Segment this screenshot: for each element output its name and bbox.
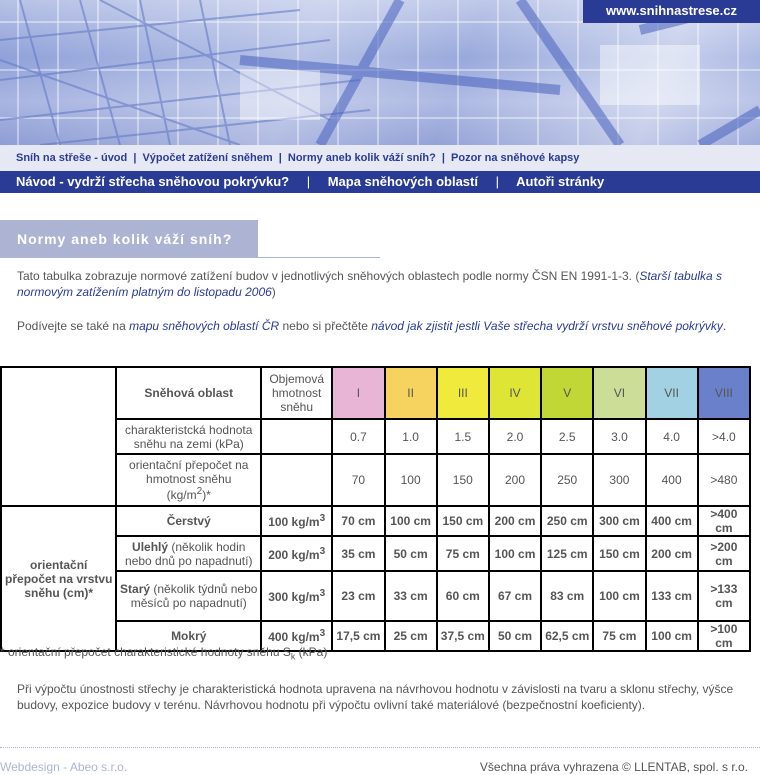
char-value-cell: 4.0: [646, 419, 698, 454]
nav-separator: |: [133, 152, 137, 164]
depth-cell: 100 cm: [646, 621, 698, 651]
density-value: 100 kg/m: [268, 515, 320, 529]
depth-cell: 100 cm: [385, 506, 437, 536]
topnav-link-norms[interactable]: Normy aneb kolik váží sníh?: [287, 152, 436, 164]
depth-cell: 75 cm: [437, 536, 489, 571]
mainnav-link-authors[interactable]: Autoři stránky: [516, 174, 605, 189]
table-footnote: [0, 645, 327, 661]
webdesign-credit-link[interactable]: Webdesign - Abeo s.r.o.: [0, 760, 128, 774]
page-title: Normy aneb kolik váží sníh?: [0, 220, 258, 258]
footnote-text: * orientační přepočet charakteristické hodnoty sněhu S: [0, 645, 291, 659]
footnote-text-end: (kPa): [295, 645, 328, 659]
snow-type-note: (několik týdnů nebo měsíců po napadnutí): [130, 582, 258, 610]
depth-cell: 200 cm: [489, 506, 541, 536]
depth-cell: 35 cm: [332, 536, 384, 571]
snow-type-cell: [116, 536, 261, 571]
depth-cell: 33 cm: [385, 571, 437, 621]
char-value-label: charakteristcká hodnota sněhu na zemi (kPa): [116, 419, 261, 454]
depth-cell: 125 cm: [541, 536, 593, 571]
mass-value-cell: >480: [698, 454, 750, 506]
depth-cell: 133 cm: [646, 571, 698, 621]
mainnav-link-map[interactable]: Mapa sněhových oblastí: [327, 174, 478, 189]
depth-cell: 37,5 cm: [437, 621, 489, 651]
zone-header-IV: IV: [489, 367, 541, 419]
mass-value-cell: 70: [332, 454, 384, 506]
depth-cell: 25 cm: [385, 621, 437, 651]
nav-separator: |: [278, 152, 282, 164]
zone-header-label: Sněhová oblast: [116, 367, 261, 419]
depth-cell: 250 cm: [541, 506, 593, 536]
depth-cell: 60 cm: [437, 571, 489, 621]
main-nav: [0, 171, 760, 193]
empty-cell: [261, 419, 332, 454]
char-value-cell: 2.5: [541, 419, 593, 454]
snow-type-name: Ulehlý: [132, 539, 169, 554]
density-header-label: Objemová hmotnost sněhu: [261, 367, 332, 419]
depth-cell: 83 cm: [541, 571, 593, 621]
snow-type-name: Mokrý: [171, 629, 207, 643]
guide-link[interactable]: návod jak zjistit jestli Vaše střecha vydrží vrstvu sněhové pokrývky: [371, 319, 723, 333]
nav-separator: |: [441, 152, 445, 164]
zone-header-II: II: [385, 367, 437, 419]
density-value: 200 kg/m: [268, 547, 320, 562]
depth-cell: >200 cm: [698, 536, 750, 571]
depth-cell: >100 cm: [698, 621, 750, 651]
depth-cell: 50 cm: [385, 536, 437, 571]
nav-separator: |: [495, 174, 499, 189]
topnav-link-snow-pockets[interactable]: Pozor na sněhové kapsy: [451, 152, 580, 164]
site-url[interactable]: www.snihnastrese.cz: [583, 0, 760, 23]
intro-text-end: ): [271, 285, 276, 299]
nav-separator: |: [306, 174, 311, 189]
snow-map-link[interactable]: mapu sněhových oblastí ČR: [129, 319, 280, 333]
mass-value-cell: 200: [489, 454, 541, 506]
mass-label-text: orientační přepočet na hmotnost sněhu: [129, 458, 249, 486]
top-nav: [0, 145, 760, 171]
snow-type-cell: [116, 506, 261, 536]
mass-value-cell: 250: [541, 454, 593, 506]
mass-label-unit: (kg/m: [166, 488, 197, 502]
snow-type-note: (několik hodin nebo dnů po napadnutí): [125, 539, 253, 568]
see-also-text-middle: nebo si přečtěte: [279, 319, 372, 333]
see-also-text: Podívejte se také na: [17, 319, 130, 333]
char-value-cell: >4.0: [698, 419, 750, 454]
older-table-link[interactable]: Starší tabulka s normovým zatížením platným do listopadu 2006: [17, 269, 723, 299]
mass-value-cell: 400: [646, 454, 698, 506]
empty-corner-cell: [1, 367, 116, 506]
density-exponent: 3: [319, 545, 326, 557]
char-value-cell: 3.0: [593, 419, 645, 454]
mass-value-cell: 300: [593, 454, 645, 506]
depth-cell: 62,5 cm: [541, 621, 593, 651]
depth-cell: >133 cm: [698, 571, 750, 621]
char-value-cell: 1.5: [437, 419, 489, 454]
mass-label: [116, 454, 261, 506]
depth-cell: 150 cm: [437, 506, 489, 536]
char-value-cell: 0.7: [332, 419, 384, 454]
zone-header-VI: VI: [593, 367, 645, 419]
table-header-row: [1, 367, 750, 419]
depth-cell: 200 cm: [646, 536, 698, 571]
see-also-text-end: .: [722, 319, 727, 333]
depth-cell: 75 cm: [593, 621, 645, 651]
depth-cell: 100 cm: [489, 536, 541, 571]
depth-cell: 50 cm: [489, 621, 541, 651]
depth-cell: 150 cm: [593, 536, 645, 571]
mainnav-link-guide[interactable]: Návod - vydrží střecha sněhovou pokrývku?: [16, 174, 290, 189]
char-value-cell: 1.0: [385, 419, 437, 454]
copyright-text: Všechna práva vyhrazena © LLENTAB, spol. s r.o.: [479, 760, 748, 774]
mass-value-cell: 100: [385, 454, 437, 506]
design-value-note: Při výpočtu únostnosti střechy je charakteristická hodnota upravena na návrhovou hodnotu v závislosti na tvaru a sklonu střechy, výšce budovy, expozice budovy v terénu. Návrhovou hodnotu při výpočtu ovlivní také materiálové (bezpečnostní koeficienty).: [17, 682, 734, 712]
see-also-paragraph: [17, 318, 745, 334]
title-underline: [258, 257, 380, 258]
zone-header-V: V: [541, 367, 593, 419]
density-value: 300 kg/m: [268, 590, 320, 604]
depth-cell: 67 cm: [489, 571, 541, 621]
mass-value-cell: 150: [437, 454, 489, 506]
zone-header-III: III: [437, 367, 489, 419]
density-exponent: 3: [319, 628, 326, 639]
intro-text: Tato tabulka zobrazuje normové zatížení budov v jednotlivých sněhových oblastech podle normy ČSN EN 1991-1-3. (: [17, 269, 640, 283]
zone-header-VIII: VIII: [698, 367, 750, 419]
snow-type-name: Starý: [120, 582, 151, 596]
intro-paragraph: [17, 268, 745, 300]
footnote-subscript: k: [290, 651, 296, 662]
density-exponent: 3: [319, 513, 326, 524]
depth-cell: 400 cm: [646, 506, 698, 536]
zone-header-I: I: [332, 367, 384, 419]
topnav-link-calculation[interactable]: Výpočet zatížení sněhem: [142, 152, 273, 164]
depth-group-label: orientační přepočet na vrstvu sněhu (cm)*: [1, 506, 116, 651]
density-cell: [261, 571, 332, 621]
depth-cell: 70 cm: [332, 506, 384, 536]
empty-cell: [261, 454, 332, 506]
density-value: 400 kg/m: [268, 630, 320, 644]
depth-cell: 23 cm: [332, 571, 384, 621]
mass-unit-exponent: 2: [196, 486, 203, 497]
depth-cell: 17,5 cm: [332, 621, 384, 651]
depth-cell: >400 cm: [698, 506, 750, 536]
table-row-depth-fresh: [1, 506, 750, 536]
depth-cell: 100 cm: [593, 571, 645, 621]
snow-type-cell: [116, 571, 261, 621]
depth-cell: 300 cm: [593, 506, 645, 536]
header-banner: [0, 0, 760, 145]
topnav-link-intro[interactable]: Sníh na střeše - úvod: [16, 152, 128, 164]
mass-unit-end: )*: [202, 488, 211, 502]
snow-type-name: Čerstvý: [166, 514, 211, 528]
footer-divider: [0, 747, 760, 748]
snow-norms-table: [0, 366, 751, 652]
zone-header-VII: VII: [646, 367, 698, 419]
density-cell: [261, 506, 332, 536]
density-exponent: 3: [319, 588, 326, 599]
char-value-cell: 2.0: [489, 419, 541, 454]
density-cell: [261, 536, 332, 571]
